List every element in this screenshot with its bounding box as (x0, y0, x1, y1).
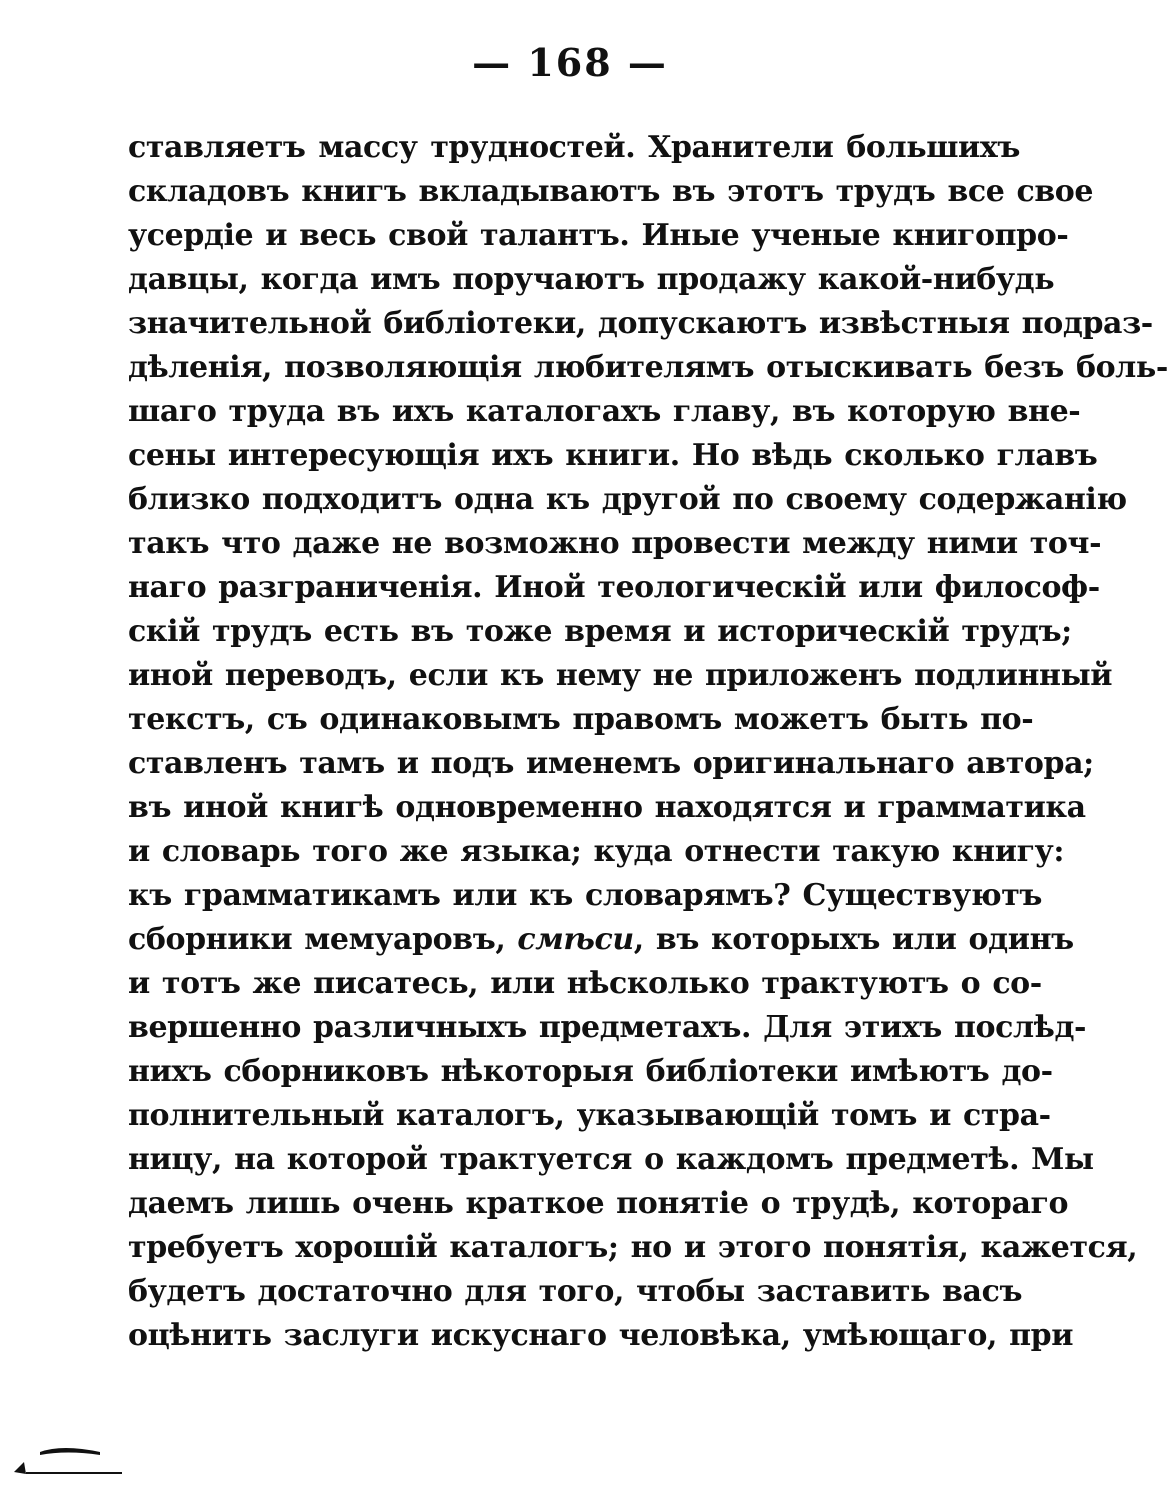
text-line: ставляетъ массу трудностей. Хранители большихъ (128, 130, 1020, 165)
text-line: въ иной книгѣ одновременно находятся и грамматика (128, 790, 1086, 825)
text-line: ставленъ тамъ и подъ именемъ оригинальнаго автора; (128, 746, 1094, 781)
text-line: и тотъ же писатесь, или нѣсколько трактуютъ о со- (128, 966, 1042, 1001)
text-line: текстъ, съ одинаковымъ правомъ можетъ быть по- (128, 702, 1034, 737)
text-line: будетъ достаточно для того, чтобы заставить васъ (128, 1274, 1023, 1309)
text-segment: сборники мемуаровъ, (128, 922, 518, 957)
text-line: ницу, на которой трактуется о каждомъ предметѣ. Мы (128, 1142, 1094, 1177)
text-line: такъ что даже не возможно провести между ними точ- (128, 526, 1102, 561)
text-line: близко подходитъ одна къ другой по своему содержанію (128, 482, 1127, 517)
text-line: усердіе и весь свой талантъ. Иные ученые книгопро- (128, 218, 1069, 253)
text-line: шаго труда въ ихъ каталогахъ главу, въ которую вне- (128, 394, 1081, 429)
text-line: нихъ сборниковъ нѣкоторыя библіотеки имѣютъ до- (128, 1054, 1053, 1089)
text-line: оцѣнить заслуги искуснаго человѣка, умѣющаго, при (128, 1318, 1074, 1353)
text-line: даемъ лишь очень краткое понятіе о трудѣ, котораго (128, 1186, 1069, 1221)
text-line: сены интересующія ихъ книги. Но вѣдь сколько главъ (128, 438, 1098, 473)
text-line: складовъ книгъ вкладываютъ въ этотъ трудъ все свое (128, 174, 1094, 209)
text-line: полнительный каталогъ, указывающій томъ и стра- (128, 1098, 1051, 1133)
printer-mark-icon (12, 1442, 112, 1476)
body-text (128, 126, 1168, 1358)
text-line: наго разграниченія. Иной теологическій или философ- (128, 570, 1100, 605)
text-line: скій трудъ есть въ тоже время и историческій трудъ; (128, 614, 1072, 649)
text-line: иной переводъ, если къ нему не приложенъ подлинный (128, 658, 1113, 693)
text-line: вершенно различныхъ предметахъ. Для этихъ послѣд- (128, 1010, 1087, 1045)
text-line: и словарь того же языка; куда отнести такую книгу: (128, 834, 1065, 869)
page-number: — 168 — (472, 40, 668, 85)
text-line: дѣленія, позволяющія любителямъ отыскивать безъ боль- (128, 350, 1168, 385)
text-line: требуетъ хорошій каталогъ; но и этого понятія, кажется, (128, 1230, 1138, 1265)
text-line: давцы, когда имъ поручаютъ продажу какой-нибудь (128, 262, 1055, 297)
text-line (128, 918, 1074, 962)
text-line: къ грамматикамъ или къ словарямъ? Существуютъ (128, 878, 1043, 913)
text-line: значительной библіотеки, допускаютъ извѣстныя подраз- (128, 306, 1153, 341)
text-segment: , въ которыхъ или одинъ (633, 922, 1074, 957)
italic-word: смѣси (517, 922, 634, 957)
